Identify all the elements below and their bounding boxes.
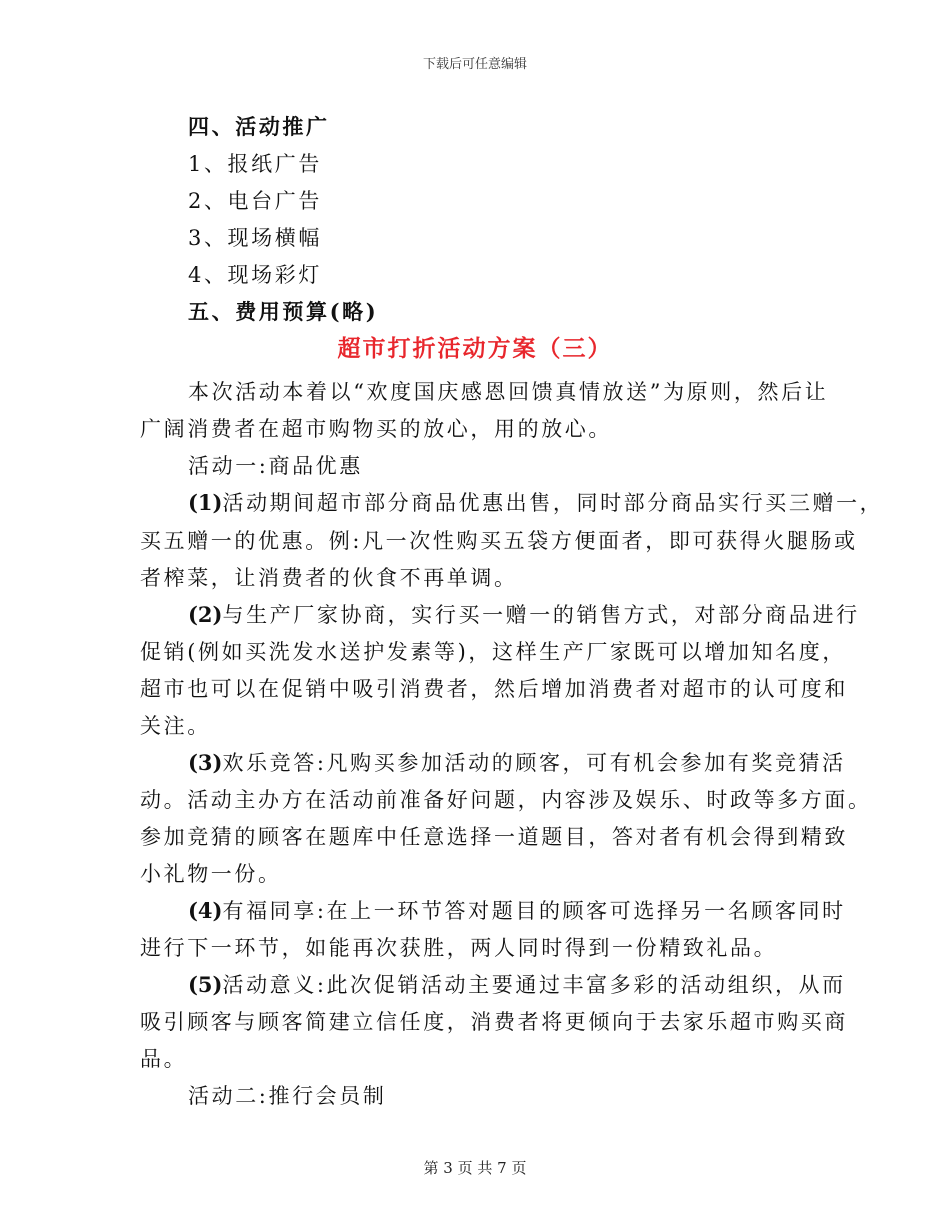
paragraph-5-number: (5): [188, 972, 223, 997]
page-footer: 第 3 页 共 7 页: [423, 1159, 527, 1177]
list-item: 4、现场彩灯: [188, 263, 322, 287]
paragraph-4-line: (4)有福同享:在上一环节答对题目的顾客可选择另一名顾客同时: [188, 898, 846, 923]
paragraph-3-number: (3): [188, 750, 223, 775]
paragraph-2-line: 超市也可以在促销中吸引消费者，然后增加消费者对超市的认可度和: [140, 677, 848, 701]
list-item: 3、现场横幅: [188, 226, 322, 250]
paragraph-3-line: 参加竞猜的顾客在题库中任意选择一道题目，答对者有机会得到精致: [140, 825, 848, 849]
intro-line: 本次活动本着以“欢度国庆感恩回馈真情放送”为原则，然后让: [188, 380, 829, 404]
paragraph-2-line: 促销(例如买洗发水送护发素等)，这样生产厂家既可以增加知名度，: [140, 640, 846, 664]
page-header: 下载后可任意编辑: [422, 57, 527, 72]
activity-2-heading: 活动二:推行会员制: [188, 1084, 387, 1108]
paragraph-2-line: 关注。: [140, 714, 211, 738]
list-item: 1、报纸广告: [188, 152, 322, 176]
paragraph-4-line: 进行下一环节，如能再次获胜，两人同时得到一份精致礼品。: [140, 936, 778, 960]
paragraph-3-line: 动。活动主办方在活动前准备好问题，内容涉及娱乐、时政等多方面。: [140, 788, 872, 812]
document-title: 超市打折活动方案（三）: [337, 335, 613, 362]
paragraph-1-line: (1)活动期间超市部分商品优惠出售，同时部分商品实行买三赠一，: [188, 490, 884, 515]
activity-1-heading: 活动一:商品优惠: [188, 454, 363, 478]
paragraph-1-line: 者榨菜，让消费者的伙食不再单调。: [140, 566, 518, 590]
paragraph-5-line: 吸引顾客与顾客简建立信任度，消费者将更倾向于去家乐超市购买商: [140, 1010, 848, 1034]
paragraph-2-line: (2)与生产厂家协商，实行买一赠一的销售方式，对部分商品进行: [188, 602, 860, 627]
paragraph-1-line: 买五赠一的优惠。例:凡一次性购买五袋方便面者，即可获得火腿肠或: [140, 529, 858, 553]
paragraph-3-line: 小礼物一份。: [140, 862, 282, 886]
paragraph-4-number: (4): [188, 898, 223, 923]
section-4-heading: 四、活动推广: [188, 114, 330, 139]
paragraph-3-line: (3)欢乐竞答:凡购买参加活动的顾客，可有机会参加有奖竞猜活: [188, 750, 846, 775]
paragraph-5-line: 品。: [140, 1047, 188, 1071]
section-5-heading: 五、费用预算(略): [188, 299, 379, 324]
intro-line: 广阔消费者在超市购物买的放心，用的放心。: [140, 417, 612, 441]
paragraph-5-line: (5)活动意义:此次促销活动主要通过丰富多彩的活动组织，从而: [188, 972, 846, 997]
paragraph-2-number: (2): [188, 602, 223, 627]
list-item: 2、电台广告: [188, 189, 322, 213]
paragraph-1-number: (1): [188, 490, 223, 515]
